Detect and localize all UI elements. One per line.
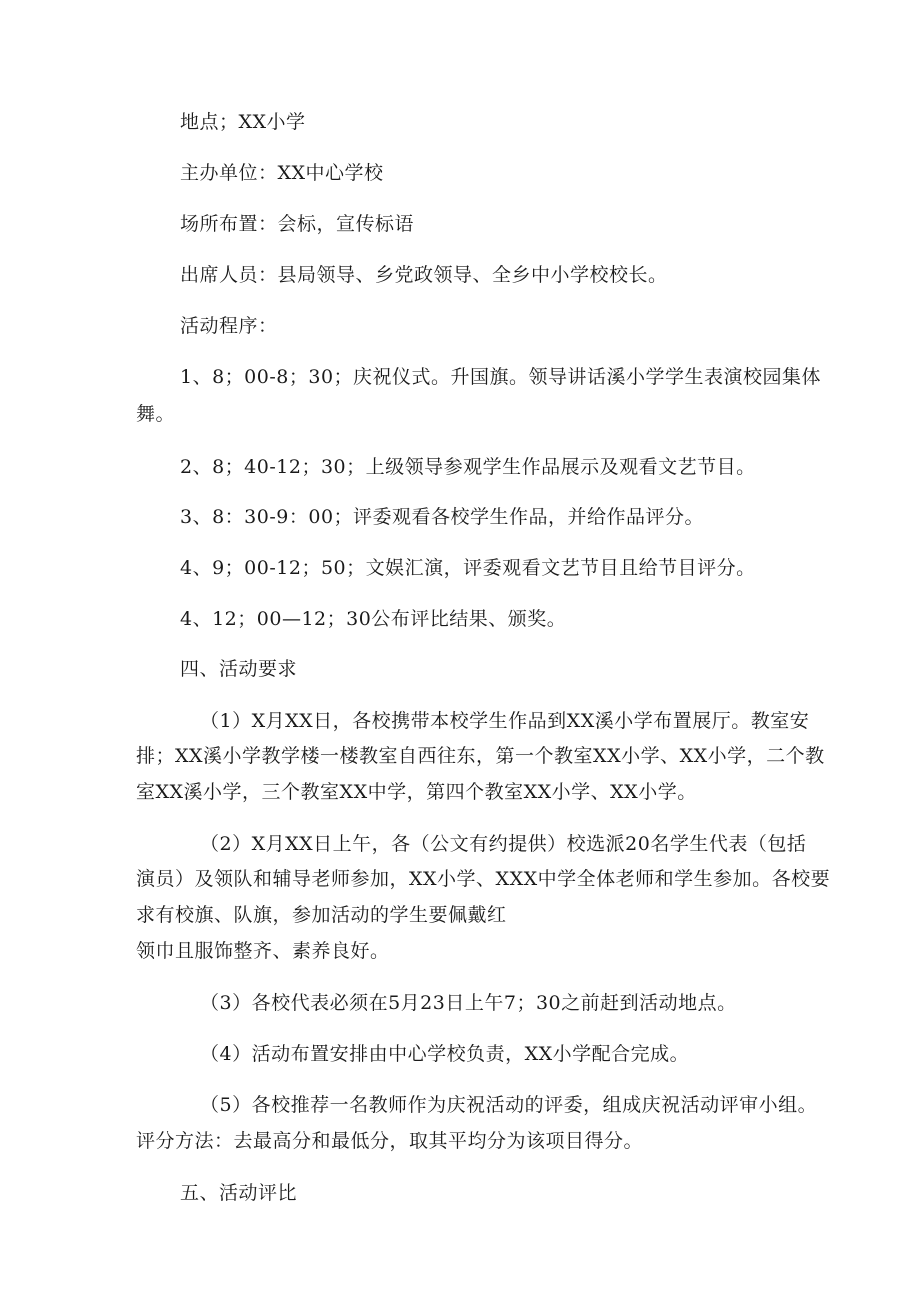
requirement-5-line2: 评分方法：去最高分和最低分，取其平均分为该项目得分。 bbox=[136, 1130, 644, 1152]
program-item-5: 4、12；00—12；30公布评比结果、颁奖。 bbox=[180, 608, 567, 630]
venue-setup-line: 场所布置：会标，宣传标语 bbox=[180, 213, 415, 235]
requirement-4: （4）活动布置安排由中心学校负责，XX小学配合完成。 bbox=[200, 1043, 690, 1065]
program-item-2: 2、8；40-12；30；上级领导参观学生作品展示及观看文艺节目。 bbox=[180, 456, 756, 478]
program-item-1-line1: 1、8；00-8；30；庆祝仪式。升国旗。领导讲话溪小学学生表演校园集体 bbox=[180, 366, 822, 388]
requirement-2-line1: （2）X月XX日上午，各（公文有约提供）校选派20名学生代表（包括 bbox=[200, 833, 807, 855]
requirement-5-line1: （5）各校推荐一名教师作为庆祝活动的评委，组成庆祝活动评审小组。 bbox=[200, 1094, 818, 1116]
section-4-heading: 四、活动要求 bbox=[180, 658, 298, 680]
program-item-4: 4、9；00-12；50；文娱汇演，评委观看文艺节目且给节目评分。 bbox=[180, 557, 756, 579]
attendees-line: 出席人员：县局领导、乡党政领导、全乡中小学校校长。 bbox=[180, 264, 668, 286]
program-heading: 活动程序： bbox=[180, 315, 278, 337]
organizer-line: 主办单位：XX中心学校 bbox=[180, 162, 384, 184]
program-item-3: 3、8：30-9：00；评委观看各校学生作品，并给作品评分。 bbox=[180, 506, 705, 528]
program-item-1-line2: 舞。 bbox=[136, 403, 176, 425]
location-line: 地点；XX小学 bbox=[180, 111, 306, 133]
section-5-heading: 五、活动评比 bbox=[180, 1182, 298, 1204]
requirement-1-line1: （1）X月XX日，各校携带本校学生作品到XX溪小学布置展厅。教室安 bbox=[200, 710, 810, 732]
requirement-2-line4: 领巾且服饰整齐、素养良好。 bbox=[136, 940, 390, 962]
requirement-1-line2: 排；XX溪小学教学楼一楼教室自西往东，第一个教室XX小学、XX小学，二个教 bbox=[136, 745, 825, 767]
requirement-3: （3）各校代表必须在5月23日上午7；30之前赶到活动地点。 bbox=[200, 992, 737, 1014]
requirement-2-line3: 求有校旗、队旗，参加活动的学生要佩戴红 bbox=[136, 904, 507, 926]
requirement-2-line2: 演员）及领队和辅导老师参加，XX小学、XXX中学全体老师和学生参加。各校要 bbox=[136, 868, 831, 890]
requirement-1-line3: 室XX溪小学，三个教室XX中学，第四个教室XX小学、XX小学。 bbox=[136, 781, 697, 803]
